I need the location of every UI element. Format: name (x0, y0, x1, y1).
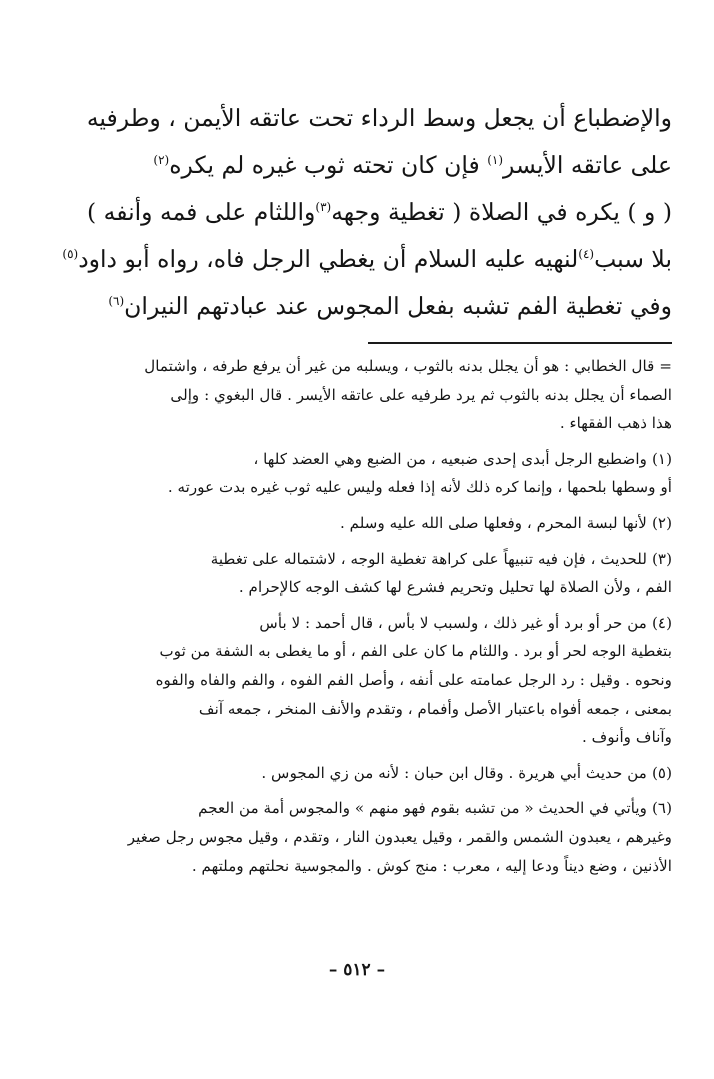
footnote-number: (٦) (651, 799, 672, 818)
page-number: – ٥١٢ – (328, 960, 386, 980)
footnote-number: (٣) (651, 549, 672, 568)
footnote-text: من حر أو برد أو غير ذلك ، ولسبب لا بأس ، قال أحمد : لا بأس (259, 613, 647, 632)
footnote-line (38, 573, 672, 602)
footnote-line (38, 759, 672, 788)
footnote (38, 794, 672, 880)
footnote-line (38, 723, 672, 752)
main-text-segment: لنهيه عليه السلام أن يغطي الرجل فاه، رواه أبو داود (78, 245, 579, 273)
footnote-text: بتغطية الوجه لحر أو برد . واللثام ما كان على الفم ، أو ما يغطى به الشفة من ثوب (159, 642, 672, 661)
footnote-line (38, 473, 672, 502)
main-text-line (38, 189, 672, 236)
footnote (38, 545, 672, 602)
footnote-line (38, 352, 672, 381)
footnote-text: للحديث ، فإن فيه تنبيهاً على كراهة تغطية الوجه ، لاشتماله على تغطية (210, 549, 647, 568)
footnote-text: ونحوه . وقيل : رد الرجل عمامته على أنفه ، وأصل الفم الفوه ، والفم والفاه والفوه (155, 670, 672, 689)
footnote-text: واضطبع الرجل أبدى إحدى ضبعيه ، من الضبع وهي العضد كلها ، (253, 449, 647, 468)
footnote-text: = قال الخطابي : هو أن يجلل بدنه بالثوب ، ويسلبه من غير أن يرفع طرفه ، واشتمال (144, 357, 672, 375)
footnote-number: (٥) (651, 763, 672, 782)
footnote-divider (368, 342, 672, 344)
footnote-reference: (٣) (315, 200, 332, 215)
footnote-number: (٢) (651, 513, 672, 532)
footnote-line (38, 695, 672, 724)
footnote (38, 509, 672, 538)
footnote-line (38, 509, 672, 538)
main-text-segment: ( و ) يكره في الصلاة ( تغطية وجهه (331, 198, 672, 226)
main-text (38, 95, 672, 330)
main-text-segment: فإن كان تحته ثوب غيره لم يكره (169, 151, 488, 179)
footnote (38, 759, 672, 788)
footnote (38, 609, 672, 752)
main-text-line (38, 283, 672, 330)
main-text-segment: وفي تغطية الفم تشبه بفعل المجوس عند عبادتهم النيران (124, 292, 672, 320)
footnote-line (38, 609, 672, 638)
footnote-text: بمعنى ، جمعه أفواه باعتبار الأصل وأفمام ، وتقدم والأنف المنخر ، جمعه آنف (198, 699, 672, 718)
footnote-number: (٤) (651, 613, 672, 632)
footnote (38, 445, 672, 502)
main-text-segment: والإضطباع أن يجعل وسط الرداء تحت عاتقه الأيمن ، وطرفيه (86, 104, 672, 132)
footnote-number: (١) (651, 449, 672, 468)
footnote-line (38, 409, 672, 438)
footnote-text: ويأتي في الحديث « من تشبه بقوم فهو منهم » والمجوس أمة من العجم (198, 799, 647, 818)
footnote-text: أو وسطها بلحمها ، وإنما كره ذلك لأنه إذا فعله وليس عليه ثوب غيره بدت عورته . (167, 478, 672, 497)
footnote-text: وآناف وأنوف . (581, 728, 672, 747)
footnote-text: الصماء أن يجلل بدنه بالثوب ثم يرد طرفيه على عاتقه الأيسر . قال البغوي : وإلى (170, 385, 672, 404)
footnote (38, 352, 672, 438)
footnote-text: الأذنين ، وضع ديناً ودعا إليه ، معرب : منج كوش . والمجوسية نحلتهم وملتهم . (191, 856, 672, 875)
footnote-line (38, 637, 672, 666)
footnote-text: من حديث أبي هريرة . وقال ابن حبان : لأنه من زي المجوس . (261, 763, 647, 782)
footnote-line (38, 852, 672, 881)
footnote-text: الفم ، ولأن الصلاة لها تحليل وتحريم فشرع لها كشف الوجه كالإحرام . (238, 578, 672, 597)
footnote-line (38, 666, 672, 695)
main-text-line (38, 95, 672, 142)
main-text-segment: بلا سبب (594, 245, 672, 273)
footnote-line (38, 545, 672, 574)
main-text-segment: على عاتقه الأيسر (503, 151, 672, 179)
footnote-reference: (٢) (153, 153, 170, 168)
footnotes (38, 352, 672, 880)
footnote-line (38, 823, 672, 852)
footnote-text: وغيرهم ، يعبدون الشمس والقمر ، وقيل يعبدون النار ، وتقدم ، وقيل مجوس رجل صغير (127, 827, 672, 846)
footnote-reference: (١) (487, 153, 504, 168)
main-text-line (38, 142, 672, 189)
page-body (38, 95, 672, 887)
main-text-line (38, 236, 672, 283)
footnote-reference: (٦) (108, 294, 125, 309)
footnote-reference: (٥) (62, 247, 79, 262)
footnote-reference: (٤) (578, 247, 595, 262)
footnote-line (38, 794, 672, 823)
footnote-line (38, 445, 672, 474)
footnote-text: لأنها لبسة المحرم ، وفعلها صلى الله عليه وسلم . (339, 513, 647, 532)
main-text-segment: واللثام على فمه وأنفه ) (86, 198, 316, 226)
footnote-line (38, 381, 672, 410)
footnote-text: هذا ذهب الفقهاء . (559, 414, 672, 433)
